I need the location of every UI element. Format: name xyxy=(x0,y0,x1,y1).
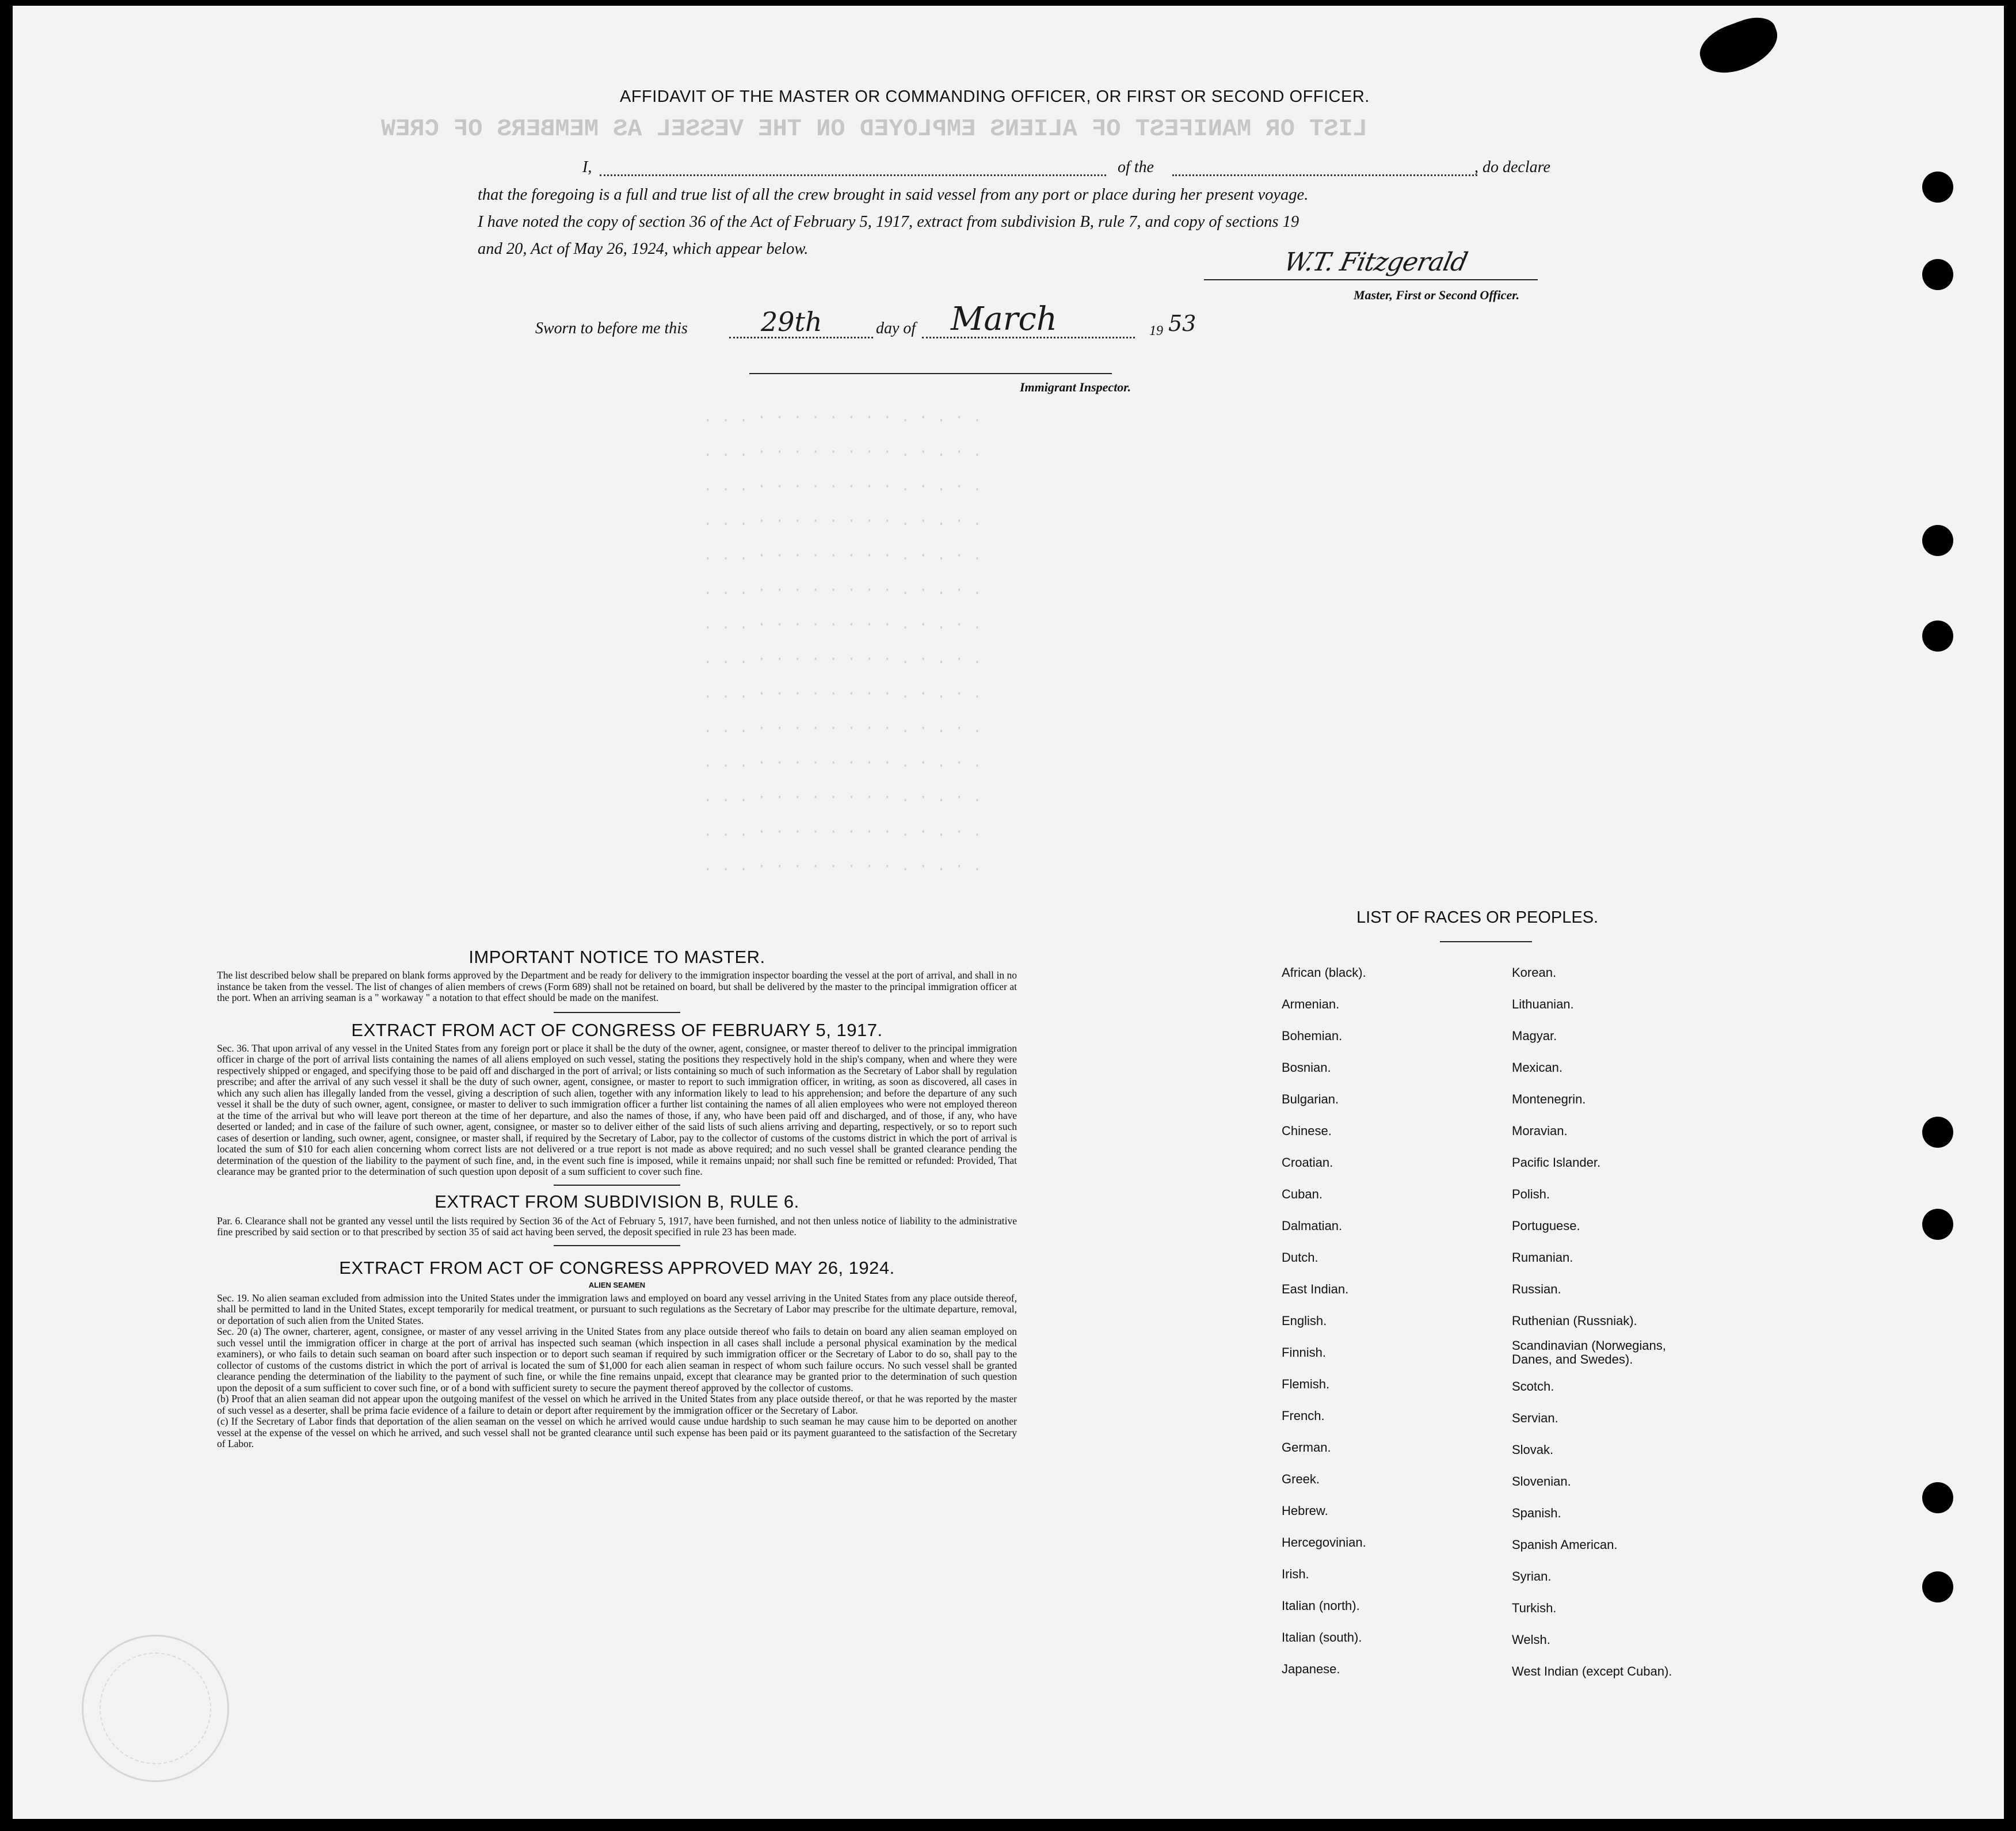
race-item: African (black). xyxy=(1282,965,1366,980)
inspector-caption: Immigrant Inspector. xyxy=(1020,380,1131,394)
inspector-signature-line xyxy=(749,373,1112,374)
notice-section xyxy=(217,947,1017,1450)
signature-caption: Master, First or Second Officer. xyxy=(1354,288,1520,302)
extract-1924-sec20a: Sec. 20 (a) The owner, charterer, agent, consignee, or master of any vessel arriving in the United States from any place outside thereof who fails to detain on board any alien seaman employed on such vessel until the immigration officer in charge at the port of arrival has inspected such seaman (which inspection in all cases shall include a personal physical examination by the medical examiners), or who fails to detain such seaman on board after such inspection or to deport such seaman if required by such immigration officer or the Secretary of Labor to do so, shall pay to the collector of customs of the customs district in which the port of arrival is located the sum of $1,000 for each alien seaman in respect of whom such failure occurs. No such vessel shall be granted clearance pending the determination of the liability to the payment of such fine, or while the fine remains unpaid, except that clearance may be granted prior to the determination of such question upon the deposit of a sum sufficient to cover such fine, or of a bond with sufficient surety to secure the payment thereof approved by the collector of customs. xyxy=(217,1326,1017,1394)
extract-1924-sec20c: (c) If the Secretary of Labor finds that deportation of the alien seaman on the vessel on which he arrived would cause undue hardship to such seaman he may cause him to be deported on another vessel at the expense of the vessel on which he arrived, and such vessel shall not be granted clearance until such expense has been paid or its payment guaranteed to the satisfaction of the Secretary of Labor. xyxy=(217,1415,1017,1449)
races-right-column xyxy=(1512,957,1765,1687)
race-item: Slovenian. xyxy=(1512,1474,1571,1489)
race-item: Hercegovinian. xyxy=(1282,1535,1366,1550)
sworn-day: 29th xyxy=(761,306,822,337)
bleedthrough-row: . . . · · · · · · · · . · . · . xyxy=(703,547,982,564)
punch-hole xyxy=(1922,525,1953,556)
race-item: Flemish. xyxy=(1282,1377,1330,1391)
subdivision-title: EXTRACT FROM SUBDIVISION B, RULE 6. xyxy=(435,1191,799,1212)
race-item: Portuguese. xyxy=(1512,1219,1580,1233)
sworn-year-suffix: 53 xyxy=(1168,311,1196,336)
vessel-blank xyxy=(1172,174,1477,176)
bleedthrough-row: . . . · · · · · · · · . · . · . xyxy=(703,754,982,771)
affidavit-line2: that the foregoing is a full and true list of all the crew brought in said vessel from any port or place during her present voyage. xyxy=(478,186,1309,204)
races-left-column xyxy=(1282,957,1500,1685)
sworn-year-prefix: 19 xyxy=(1149,323,1163,338)
extract-1924-subtitle: ALIEN SEAMEN xyxy=(588,1280,646,1289)
section-divider xyxy=(554,1245,680,1246)
race-item: Scandinavian (Norwegians, Danes, and Swedes). xyxy=(1512,1338,1666,1366)
extract-1924-sec20b: (b) Proof that an alien seaman did not appear upon the outgoing manifest of the vessel on which he arrived in the United States from any place outside thereof, or that he was reported by the master of such vessel as a deserter, shall be prima facie evidence of a failure to detain or deport after requirement by the immigration officer or the Secretary of Labor. xyxy=(217,1393,1017,1416)
races-title-underline xyxy=(1440,941,1532,942)
punch-hole xyxy=(1922,1482,1953,1513)
bleedthrough-row: . . . · · · · · · · · . · . · . xyxy=(703,512,982,530)
affidavit-title: AFFIDAVIT OF THE MASTER OR COMMANDING OFFICER, OR FIRST OR SECOND OFFICER. xyxy=(620,87,1370,106)
extract-1924-title: EXTRACT FROM ACT OF CONGRESS APPROVED MAY 26, 1924. xyxy=(339,1257,895,1278)
race-item: Bohemian. xyxy=(1282,1029,1343,1043)
subdivision-body: Par. 6. Clearance shall not be granted any vessel until the lists required by Section 36 of the Act of February 5, 1917, have been furnished, and not then unless notice of liability to the administrative fine prescribed by said section or to that prescribed by section 35 of said act having been served, the deposit specified in rule 23 has been made. xyxy=(217,1215,1017,1238)
race-item: Russian. xyxy=(1512,1282,1561,1296)
race-item: Syrian. xyxy=(1512,1569,1552,1583)
bleedthrough-row: . . . · · · · · · · · . · . · . xyxy=(703,581,982,599)
race-item: Greek. xyxy=(1282,1472,1320,1486)
race-item: Spanish. xyxy=(1512,1506,1561,1520)
race-item: Welsh. xyxy=(1512,1632,1550,1647)
document-page xyxy=(13,6,2004,1819)
bleedthrough-row: . . . · · · · · · · · . · . · . xyxy=(703,823,982,840)
race-item: Bulgarian. xyxy=(1282,1092,1339,1106)
punch-hole xyxy=(1922,259,1953,290)
bleedthrough-row: . . . · · · · · · · · . · . · . xyxy=(703,685,982,702)
bleedthrough-row: . . . · · · · · · · · . · . · . xyxy=(703,443,982,460)
race-item: Finnish. xyxy=(1282,1345,1327,1360)
race-item: Turkish. xyxy=(1512,1601,1557,1615)
punch-hole xyxy=(1922,172,1953,203)
race-item: Polish. xyxy=(1512,1187,1550,1201)
race-item: Montenegrin. xyxy=(1512,1092,1586,1106)
race-item: East Indian. xyxy=(1282,1282,1349,1296)
bleedthrough-row: . . . · · · · · · · · . · . · . xyxy=(703,858,982,875)
affidavit-line3: I have noted the copy of section 36 of the Act of February 5, 1917, extract from subdivision B, rule 7, and copy of sections 19 xyxy=(478,213,1299,231)
bleedthrough-row: . . . · · · · · · · · . · . · . xyxy=(703,616,982,633)
race-item: Pacific Islander. xyxy=(1512,1155,1601,1170)
bleedthrough-row: . . . · · · · · · · · . · . · . xyxy=(703,478,982,495)
section-divider xyxy=(554,1185,680,1186)
punch-hole xyxy=(1922,1117,1953,1148)
race-item: Dutch. xyxy=(1282,1250,1318,1265)
punch-hole xyxy=(1922,621,1953,652)
bleedthrough-row: . . . · · · · · · · · . · . · . xyxy=(703,409,982,426)
race-item: Spanish American. xyxy=(1512,1537,1618,1552)
affidavit-declare: , do declare xyxy=(1474,158,1550,176)
race-item: Armenian. xyxy=(1282,997,1340,1011)
affidavit-line4: and 20, Act of May 26, 1924, which appear below. xyxy=(478,240,809,258)
race-item: Japanese. xyxy=(1282,1662,1340,1676)
race-item: French. xyxy=(1282,1409,1325,1423)
race-item: Dalmatian. xyxy=(1282,1219,1343,1233)
extract-1924-sec19: Sec. 19. No alien seaman excluded from admission into the United States under the immigration laws and employed on board any vessel arriving in the United States from any place outside thereof, shall be permitted to land in the United States, except temporarily for medical treatment, or pursuant to such regulations as the Secretary of Labor may prescribe for the ultimate departure, removal, or deportation of such alien from the United States. xyxy=(217,1292,1017,1326)
name-blank xyxy=(600,174,1106,176)
notice-title: IMPORTANT NOTICE TO MASTER. xyxy=(468,947,765,967)
race-item: Rumanian. xyxy=(1512,1250,1573,1265)
race-item: Italian (south). xyxy=(1282,1630,1362,1645)
race-item: German. xyxy=(1282,1440,1331,1455)
race-item: Servian. xyxy=(1512,1411,1558,1425)
embossed-seal xyxy=(82,1635,229,1782)
race-item: Croatian. xyxy=(1282,1155,1333,1170)
extract-1917-title: EXTRACT FROM ACT OF CONGRESS OF FEBRUARY 5, 1917. xyxy=(351,1019,883,1040)
sworn-prefix: Sworn to before me this xyxy=(535,319,688,337)
extract-1917-body: Sec. 36. That upon arrival of any vessel in the United States from any foreign port or place it shall be the duty of the owner, agent, consignee, or master thereof to deliver to the principal immigration officer in charge of the port of arrival lists containing the names of all aliens employed on such vessel, stating the positions they respectively hold in the ship's company, when and where they were respectively shipped or engaged, and specifying those to be paid off and discharged in the port of arrival; or lists containing so much of such information as the Secretary of Labor shall by regulation prescribe; and after the arrival of any such vessel it shall be the duty of such owner, agent, consignee, or master to report to such immigration officer, in writing, as soon as discovered, all cases in which any such alien has illegally landed from the vessel, giving a description of such alien, together with any information likely to lead to his apprehension; and before the departure of any such vessel it shall be the duty of such owner, agent, consignee, or master to deliver to such immigration officer a further list containing the names of all alien employees who were not employed thereon at the time of the arrival but who will leave port thereon at the time of her departure, and also the names of those, if any, who have been paid off and discharged, and of those, if any, who have deserted or landed; and in case of the failure of such owner, agent, consignee, or master so to deliver either of the said lists of such aliens arriving and departing, respectively, or so to report such cases of desertion or landing, such owner, agent, consignee, or master shall, if required by the Secretary of Labor, pay to the collector of customs of the customs district in which the port of arrival is located the sum of $10 for each alien concerning whom correct lists are not delivered or a true report is not made as above required; and no such vessel shall be granted clearance pending the determination of the question of the liability to the payment of such fine, and, in the event such fine is imposed, while it remains unpaid; nor shall such fine be remitted or refunded: Provided, That clearance may be granted prior to the determination of such question upon deposit of a sum sufficient to cover such fine. xyxy=(217,1042,1017,1177)
race-item: Scotch. xyxy=(1512,1379,1554,1394)
race-item: Irish. xyxy=(1282,1567,1309,1581)
punch-hole xyxy=(1922,1571,1953,1602)
race-item: Magyar. xyxy=(1512,1029,1557,1043)
manifest-header-bleedthrough: LIST OR MANIFEST OF ALIENS EMPLOYED ON THE VESSEL AS MEMBERS OF CREW xyxy=(381,115,1367,143)
affidavit-line1-prefix: I, xyxy=(582,158,592,176)
sworn-month: March xyxy=(951,300,1057,338)
race-item: Lithuanian. xyxy=(1512,997,1574,1011)
race-item: Hebrew. xyxy=(1282,1503,1328,1518)
bleedthrough-row: . . . · · · · · · · · . · . · . xyxy=(703,720,982,737)
bleedthrough-row: . . . · · · · · · · · . · . · . xyxy=(703,650,982,668)
signature-line xyxy=(1204,279,1538,280)
torn-corner xyxy=(1694,10,1785,81)
race-item: Mexican. xyxy=(1512,1060,1563,1075)
sworn-day-of: day of xyxy=(876,319,916,337)
race-item: English. xyxy=(1282,1314,1327,1328)
race-item: Chinese. xyxy=(1282,1124,1332,1138)
bleedthrough-row: . . . · · · · · · · · . · . · . xyxy=(703,789,982,806)
race-item: Slovak. xyxy=(1512,1442,1554,1457)
notice-body: The list described below shall be prepared on blank forms approved by the Department and be ready for delivery to the immigration inspector boarding the vessel at the port of arrival, and shall in no instance be taken from the vessel. The list of changes of alien members of crews (Form 689) shall not be retained on board, but shall be delivered by the master to the principal immigration officer at the port. When an arriving seaman is a " workaway " a notation to that effect should be made on the manifest. xyxy=(217,969,1017,1003)
race-item: Bosnian. xyxy=(1282,1060,1331,1075)
races-title: LIST OF RACES OR PEOPLES. xyxy=(1356,908,1599,927)
section-divider xyxy=(554,1012,680,1013)
master-signature: W.T. Fitzgerald xyxy=(1281,248,1470,277)
race-item: Ruthenian (Russniak). xyxy=(1512,1314,1637,1328)
race-item: Moravian. xyxy=(1512,1124,1568,1138)
race-item: West Indian (except Cuban). xyxy=(1512,1664,1672,1678)
affidavit-of-the: of the xyxy=(1118,158,1154,176)
race-item: Korean. xyxy=(1512,965,1557,980)
race-item: Cuban. xyxy=(1282,1187,1323,1201)
race-item: Italian (north). xyxy=(1282,1598,1360,1613)
punch-hole xyxy=(1922,1209,1953,1240)
